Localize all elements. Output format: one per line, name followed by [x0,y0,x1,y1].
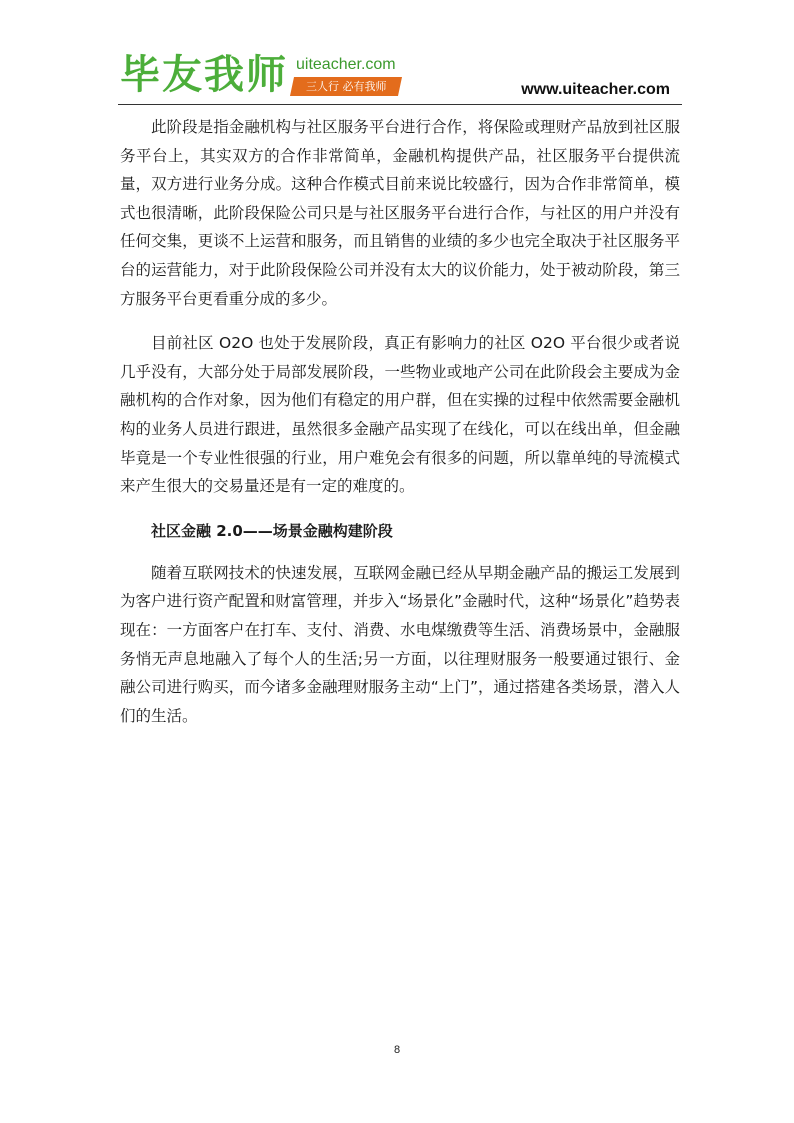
logo-domain: uiteacher.com [296,56,396,73]
logo-text: 毕友我师 [120,52,288,98]
logo-slogan-text: 三人行 必有我师 [305,80,387,93]
body-paragraph-3: 随着互联网技术的快速发展，互联网金融已经从早期金融产品的搬运工发展到为客户进行资产配置和财富管理，并步入“场景化”金融时代，这种“场景化”趋势表现在：一方面客户在打车、支付、消费、水电煤缴费等生活、消费场景中，金融服务悄无声息地融入了每个人的生活;另一方面，以往理财服务一般要通过银行、金融公司进行购买，而今诸多金融理财服务主动“上门”，通过搭建各类场景，潜入人们的生活。 [120,563,680,725]
logo-slogan-badge [290,77,402,96]
document-body [120,113,680,746]
page-number: 8 [393,1044,401,1056]
section-heading: 社区金融 2.0——场景金融构建阶段 [151,521,393,540]
body-paragraph-1: 此阶段是指金融机构与社区服务平台进行合作，将保险或理财产品放到社区服务平台上，其实双方的合作非常简单，金融机构提供产品，社区服务平台提供流量，双方进行业务分成。这种合作模式目前来说比较盛行，因为合作非常简单，模式也很清晰，此阶段保险公司只是与社区服务平台进行合作，与社区的用户并没有任何交集，更谈不上运营和服务，而且销售的业绩的多少也完全取决于社区服务平台的运营能力，对于此阶段保险公司并没有太大的议价能力，处于被动阶段，第三方服务平台更看重分成的多少。 [120,118,680,308]
body-paragraph-2: 目前社区 O2O 也处于发展阶段，真正有影响力的社区 O2O 平台很少或者说几乎没有，大部分处于局部发展阶段，一些物业或地产公司在此阶段会主要成为金融机构的合作对象，因为他们有稳定的用户群，但在实操的过程中依然需要金融机构的业务人员进行跟进，虽然很多金融产品实现了在线化，可以在线出单，但金融毕竟是一个专业性很强的行业，用户难免会有很多的问题，所以靠单纯的导流模式来产生很大的交易量还是有一定的难度的。 [120,334,680,496]
site-url: www.uiteacher.com [521,81,670,98]
header-divider [118,104,682,105]
page-header [120,50,682,104]
